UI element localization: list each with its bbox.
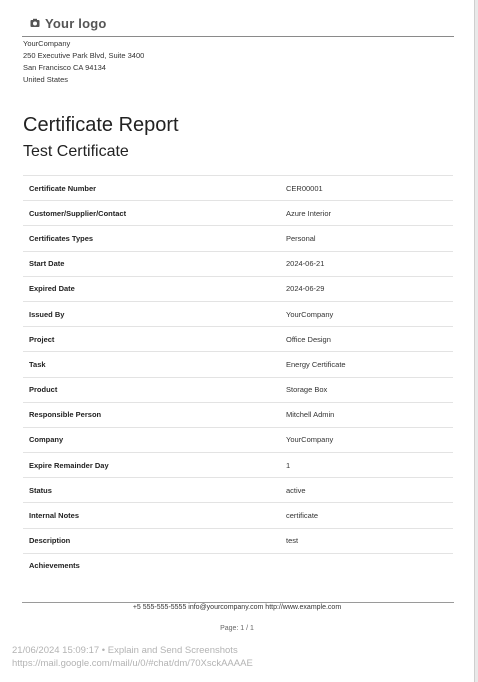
logo-text: Your logo bbox=[45, 15, 107, 31]
row-value: Mitchell Admin bbox=[286, 410, 335, 420]
footer-contact: +5 555-555-5555 info@yourcompany.com http://www.example.com bbox=[132, 604, 342, 611]
table-row bbox=[23, 502, 453, 527]
row-label: Start Date bbox=[29, 259, 65, 269]
address-country: United States bbox=[23, 75, 69, 84]
certificate-details-table bbox=[23, 175, 453, 578]
row-value: YourCompany bbox=[286, 435, 334, 445]
row-label: Description bbox=[29, 536, 71, 546]
footer-divider bbox=[22, 602, 454, 603]
page-number: Page: 1 / 1 bbox=[220, 625, 254, 632]
company-name: YourCompany bbox=[23, 39, 71, 48]
row-value: Energy Certificate bbox=[286, 359, 346, 369]
table-row bbox=[23, 402, 453, 427]
row-value: Office Design bbox=[286, 334, 331, 344]
table-row bbox=[23, 477, 453, 502]
table-row bbox=[23, 452, 453, 477]
company-address bbox=[23, 38, 144, 86]
camera-icon bbox=[30, 18, 40, 28]
row-value: 1 bbox=[286, 460, 291, 470]
row-label: Customer/Supplier/Contact bbox=[29, 208, 127, 218]
row-label: Company bbox=[29, 435, 64, 445]
row-value: CER00001 bbox=[286, 183, 323, 193]
row-value: 2024-06-21 bbox=[286, 259, 325, 269]
company-logo bbox=[30, 14, 107, 32]
address-line-1: 250 Executive Park Blvd, Suite 3400 bbox=[23, 51, 145, 60]
table-row bbox=[23, 377, 453, 402]
overlay-timestamp: 21/06/2024 15:09:17 • Explain and Send Screenshots bbox=[12, 645, 238, 656]
row-label: Certificate Number bbox=[29, 183, 97, 193]
screenshot-overlay bbox=[12, 644, 253, 670]
row-label: Product bbox=[29, 385, 58, 395]
report-title: Certificate Report bbox=[23, 114, 179, 136]
row-label: Achievements bbox=[29, 561, 80, 571]
row-label: Certificates Types bbox=[29, 233, 94, 243]
table-row bbox=[23, 200, 453, 225]
table-row bbox=[23, 351, 453, 376]
row-label: Issued By bbox=[29, 309, 65, 319]
row-label: Expired Date bbox=[29, 284, 75, 294]
table-row bbox=[23, 427, 453, 452]
row-label: Status bbox=[29, 485, 52, 495]
row-value: 2024-06-29 bbox=[286, 284, 325, 294]
row-value: certificate bbox=[286, 511, 319, 521]
table-row bbox=[23, 225, 453, 250]
table-row bbox=[23, 326, 453, 351]
row-value: Personal bbox=[286, 233, 316, 243]
row-label: Task bbox=[29, 359, 46, 369]
row-value: Storage Box bbox=[286, 385, 328, 395]
table-row bbox=[23, 553, 453, 578]
row-value: Azure Interior bbox=[286, 208, 332, 218]
row-label: Project bbox=[29, 334, 55, 344]
address-line-2: San Francisco CA 94134 bbox=[23, 63, 106, 72]
row-label: Expire Remainder Day bbox=[29, 460, 109, 470]
table-row bbox=[23, 251, 453, 276]
table-row bbox=[23, 528, 453, 553]
row-value: active bbox=[286, 485, 306, 495]
table-row bbox=[23, 276, 453, 301]
row-value: test bbox=[286, 536, 299, 546]
row-label: Internal Notes bbox=[29, 511, 80, 521]
overlay-url: https://mail.google.com/mail/u/0/#chat/dm/70XsckAAAAE bbox=[12, 658, 253, 669]
row-value: YourCompany bbox=[286, 309, 334, 319]
table-row bbox=[23, 301, 453, 326]
report-subtitle: Test Certificate bbox=[23, 143, 129, 160]
header-divider bbox=[22, 36, 454, 37]
table-row bbox=[23, 175, 453, 200]
row-label: Responsible Person bbox=[29, 410, 102, 420]
